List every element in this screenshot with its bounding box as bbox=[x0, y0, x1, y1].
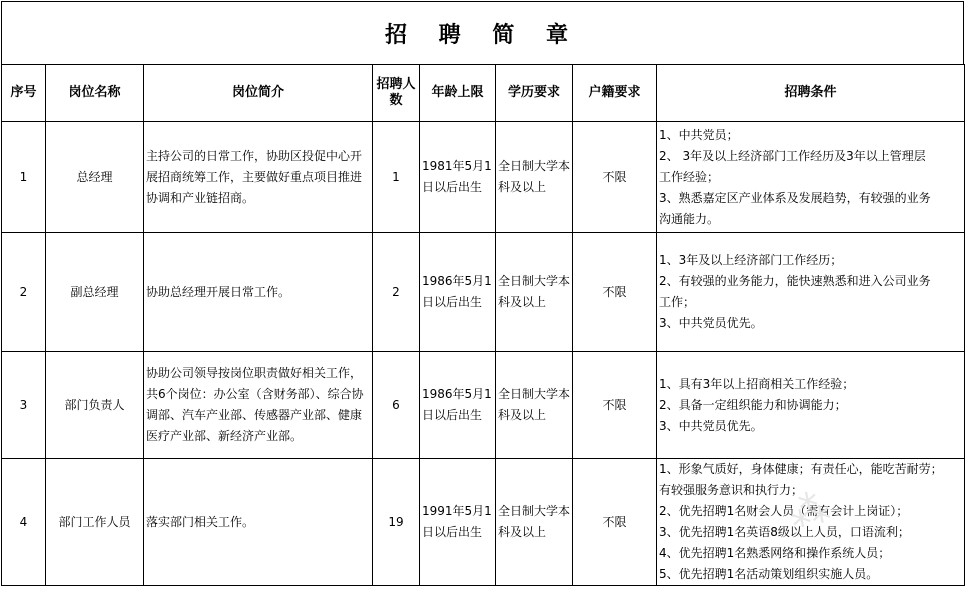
header-position: 岗位名称 bbox=[46, 65, 144, 122]
cell-age: 1986年5月1日以后出生 bbox=[420, 233, 496, 352]
cell-position: 副总经理 bbox=[46, 233, 144, 352]
cell-intro: 协助总经理开展日常工作。 bbox=[144, 233, 373, 352]
cell-count: 6 bbox=[373, 352, 420, 459]
condition-line: 2、 3年及以上经济部门工作经历及3年以上管理层 bbox=[659, 148, 926, 163]
condition-line: 沟通能力。 bbox=[659, 211, 720, 226]
table-row bbox=[2, 122, 965, 233]
condition-line: 3、中共党员优先。 bbox=[659, 316, 763, 330]
header-conditions: 招聘条件 bbox=[657, 65, 965, 122]
condition-line: 有较强服务意识和执行力； bbox=[659, 483, 804, 497]
cell-age: 1991年5月1日以后出生 bbox=[420, 459, 496, 586]
cell-education: 全日制大学本科及以上 bbox=[496, 122, 573, 233]
cell-intro: 协助公司领导按岗位职责做好相关工作，共6个岗位：办公室（含财务部）、综合协调部、汽车产业部、传感器产业部、健康医疗产业部、新经济产业部。 bbox=[144, 352, 373, 459]
cell-intro: 落实部门相关工作。 bbox=[144, 459, 373, 586]
header-seq: 序号 bbox=[2, 65, 46, 122]
cell-count: 19 bbox=[373, 459, 420, 586]
cell-seq: 3 bbox=[2, 352, 46, 459]
cell-conditions bbox=[657, 233, 965, 352]
table-row bbox=[2, 233, 965, 352]
watermark-icon: ⁂ bbox=[785, 484, 835, 538]
condition-line: 1、具有3年以上招商相关工作经验； bbox=[659, 376, 855, 391]
condition-line: 3、优先招聘1名英语8级以上人员，口语流利； bbox=[659, 525, 910, 539]
cell-education: 全日制大学本科及以上 bbox=[496, 459, 573, 586]
cell-conditions bbox=[657, 352, 965, 459]
header-age: 年龄上限 bbox=[420, 65, 496, 122]
cell-hukou: 不限 bbox=[573, 122, 657, 233]
table-row bbox=[2, 352, 965, 459]
condition-line: 2、优先招聘1名财会人员（需有会计上岗证）； bbox=[659, 504, 909, 518]
cell-intro: 主持公司的日常工作，协助区投促中心开展招商统筹工作，主要做好重点项目推进协调和产业链招商。 bbox=[144, 122, 373, 233]
condition-line: 1、形象气质好，身体健康；有责任心，能吃苦耐劳； bbox=[659, 462, 943, 476]
header-intro: 岗位简介 bbox=[144, 65, 373, 122]
condition-line: 2、有较强的业务能力，能快速熟悉和进入公司业务 bbox=[659, 274, 931, 288]
cell-position: 部门工作人员 bbox=[46, 459, 144, 586]
cell-seq: 2 bbox=[2, 233, 46, 352]
header-count: 招聘人数 bbox=[373, 65, 420, 122]
cell-age: 1981年5月1日以后出生 bbox=[420, 122, 496, 233]
cell-conditions bbox=[657, 122, 965, 233]
cell-position: 总经理 bbox=[46, 122, 144, 233]
header-row bbox=[2, 65, 965, 122]
cell-hukou: 不限 bbox=[573, 459, 657, 586]
cell-hukou: 不限 bbox=[573, 352, 657, 459]
cell-hukou: 不限 bbox=[573, 233, 657, 352]
condition-line: 1、3年及以上经济部门工作经历； bbox=[659, 253, 843, 267]
cell-count: 2 bbox=[373, 233, 420, 352]
condition-line: 4、优先招聘1名熟悉网络和操作系统人员； bbox=[659, 546, 891, 560]
cell-position: 部门负责人 bbox=[46, 352, 144, 459]
header-hukou: 户籍要求 bbox=[573, 65, 657, 122]
cell-conditions bbox=[657, 459, 965, 586]
cell-seq: 1 bbox=[2, 122, 46, 233]
cell-count: 1 bbox=[373, 122, 420, 233]
page-title: 招 聘 简 章 bbox=[1, 1, 964, 65]
table-row bbox=[2, 459, 965, 586]
condition-line: 5、优先招聘1名活动策划组织实施人员。 bbox=[659, 567, 879, 581]
recruitment-table bbox=[1, 64, 965, 586]
condition-line: 1、中共党员； bbox=[659, 127, 739, 142]
cell-age: 1986年5月1日以后出生 bbox=[420, 352, 496, 459]
cell-education: 全日制大学本科及以上 bbox=[496, 233, 573, 352]
cell-seq: 4 bbox=[2, 459, 46, 586]
cell-education: 全日制大学本科及以上 bbox=[496, 352, 573, 459]
condition-line: 工作经验； bbox=[659, 169, 720, 184]
header-education: 学历要求 bbox=[496, 65, 573, 122]
condition-line: 3、中共党员优先。 bbox=[659, 418, 763, 433]
condition-line: 工作； bbox=[659, 295, 696, 309]
condition-line: 3、熟悉嘉定区产业体系及发展趋势，有较强的业务 bbox=[659, 190, 931, 205]
condition-line: 2、具备一定组织能力和协调能力； bbox=[659, 397, 847, 412]
